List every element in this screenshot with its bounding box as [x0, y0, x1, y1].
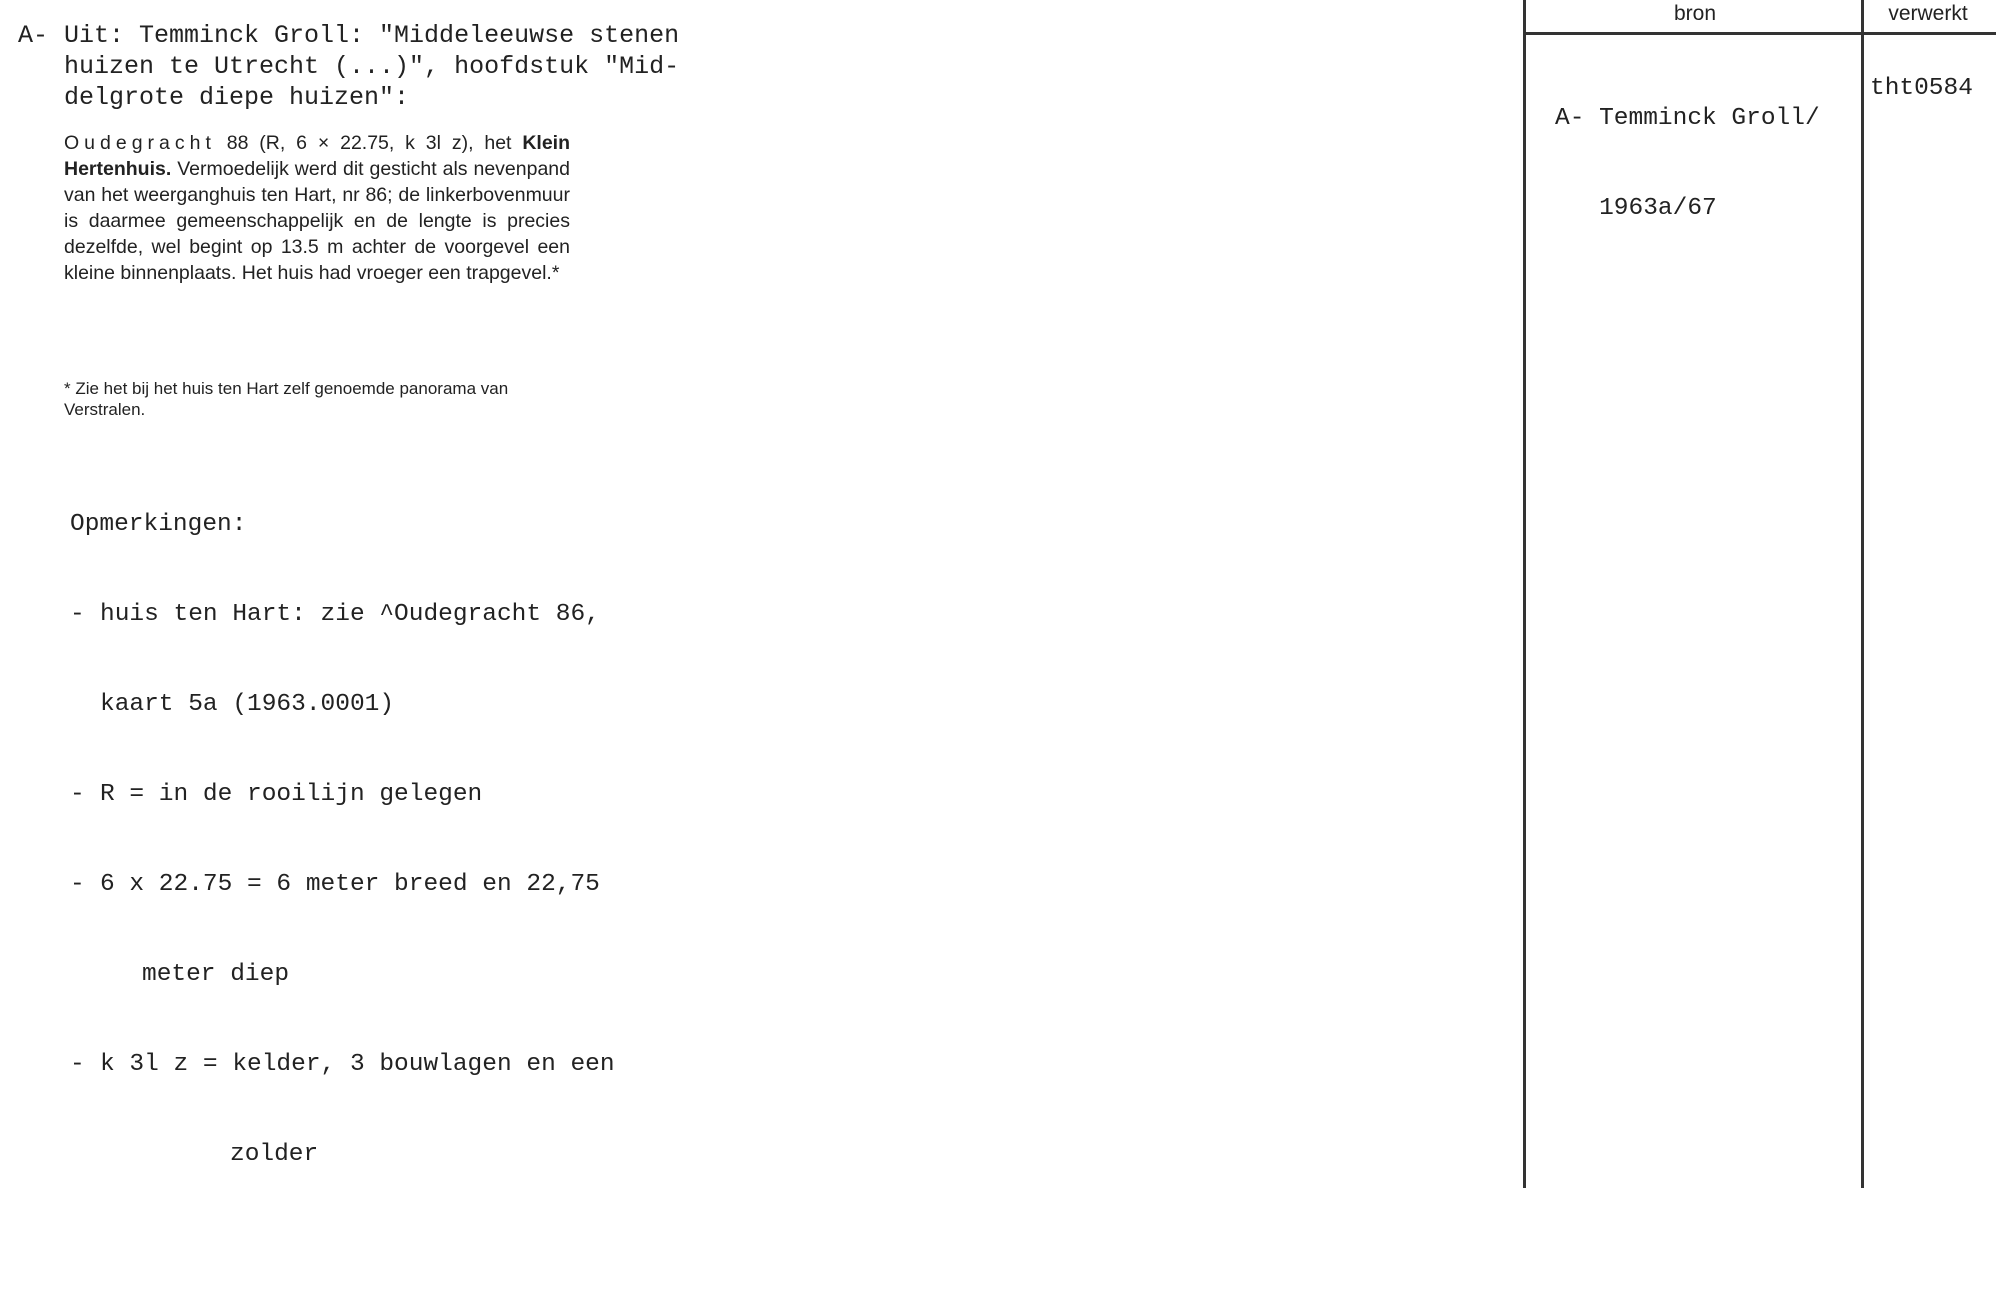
column-header-bron: bron	[1673, 2, 1717, 25]
quote-paragraph	[64, 130, 570, 286]
column-header-verwerkt: verwerkt	[1888, 2, 1968, 25]
source-header-line	[18, 82, 679, 113]
source-marker: A-	[18, 21, 49, 50]
remark-text: 6 x 22.75 = 6 meter breed en 22,75	[100, 871, 600, 898]
remark-text: R = in de rooilijn gelegen	[100, 781, 483, 808]
table-column-divider	[1861, 0, 1864, 1188]
remark-item	[70, 870, 615, 900]
remark-item	[70, 1050, 615, 1080]
table-header-rule	[1523, 32, 1996, 35]
remark-item	[70, 780, 615, 810]
source-header-line	[18, 20, 679, 51]
street-name: Oudegracht	[64, 132, 216, 154]
dash-bullet: -	[70, 781, 85, 808]
remark-text: huis ten Hart: zie ^Oudegracht 86,	[100, 601, 600, 628]
remarks-heading: Opmerkingen:	[70, 511, 247, 538]
house-name: Klein Hertenhuis.	[64, 132, 570, 180]
remark-text: k 3l z = kelder, 3 bouwlagen en een	[100, 1051, 615, 1078]
dash-bullet: -	[70, 1051, 85, 1078]
dash-bullet: -	[70, 871, 85, 898]
bron-cell	[1555, 44, 1820, 254]
table-left-border	[1523, 0, 1526, 1188]
quote-text: Vermoedelijk werd dit gesticht als nevenpand van het weerganghuis ten Hart, nr 86; de linkerbovenmuur is daarmee gemeenschappelijk en de lengte is precies dezelfde, wel begint op 13.5 m achter de voorgevel een kleine binnenplaats. Het huis had vroeger een trapgevel.*	[64, 158, 570, 284]
remark-text-continued: meter diep	[142, 961, 290, 988]
source-header-text: delgrote diepe huizen":	[64, 83, 410, 112]
address-details: 88 (R, 6 × 22.75, k 3l z),	[215, 132, 474, 154]
bron-line: A- Temminck Groll/	[1555, 105, 1820, 132]
source-header-text: huizen te Utrecht (...)", hoofdstuk "Mid-	[64, 52, 680, 81]
remarks-section	[70, 450, 615, 1200]
remark-text-continued: zolder	[230, 1141, 319, 1168]
dash-bullet: -	[70, 601, 85, 628]
quote-text: het	[484, 132, 523, 154]
footnote: * Zie het bij het huis ten Hart zelf genoemde panorama van Verstralen.	[64, 379, 509, 419]
remark-item	[70, 600, 615, 630]
source-header	[18, 20, 679, 113]
bron-line: 1963a/67	[1555, 195, 1717, 222]
remark-text-continued: kaart 5a (1963.0001)	[100, 691, 395, 718]
source-header-line	[18, 51, 679, 82]
source-header-text: Uit: Temminck Groll: "Middeleeuwse stenen	[64, 21, 680, 50]
verwerkt-cell: tht0584	[1870, 75, 1973, 102]
